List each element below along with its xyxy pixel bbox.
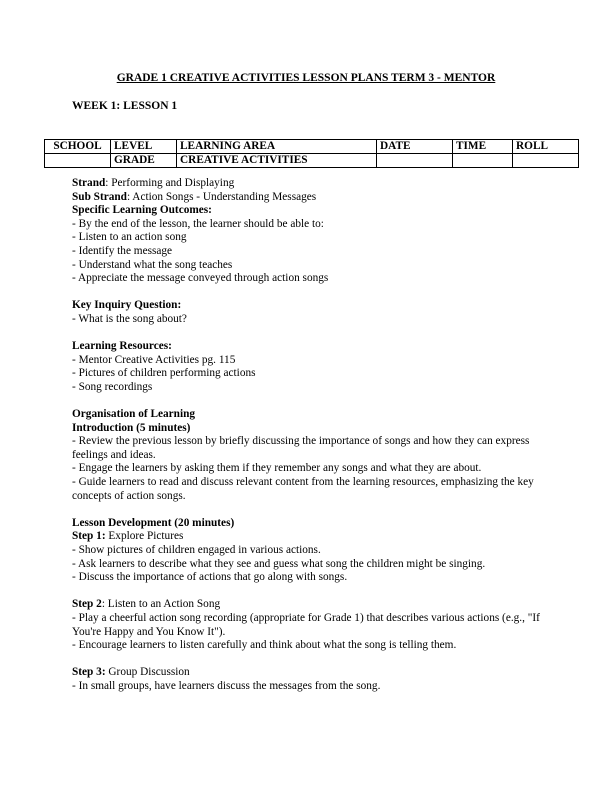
list-item: - Listen to an action song — [72, 231, 187, 244]
document-title: GRADE 1 CREATIVE ACTIVITIES LESSON PLANS TERM 3 - MENTOR — [116, 72, 496, 84]
lesson-content — [72, 177, 542, 694]
step-3-label: Step 3: — [72, 666, 106, 679]
list-item: - In small groups, have learners discuss the messages from the song. — [72, 679, 381, 692]
list-item: - Understand what the song teaches — [72, 258, 233, 271]
lesson-info-table — [44, 139, 579, 168]
sub-strand-value: : Action Songs - Understanding Messages — [126, 190, 317, 203]
list-item: - By the end of the lesson, the learner should be able to: — [72, 217, 324, 230]
step-2-title: : Listen to an Action Song — [101, 598, 221, 611]
list-item: - What is the song about? — [72, 312, 187, 325]
step-1-label: Step 1: — [72, 530, 106, 543]
step-1-title: Explore Pictures — [105, 530, 184, 543]
header-school: SCHOOL — [45, 140, 111, 154]
step-1-line — [72, 530, 542, 544]
header-level: LEVEL — [111, 140, 177, 154]
list-item: - Discuss the importance of actions that go along with songs. — [72, 571, 348, 584]
cell-roll — [513, 154, 579, 168]
strand-label: Strand — [72, 177, 106, 189]
list-item: - Ask learners to describe what they see and guess what song the children might be singing. — [72, 557, 486, 570]
cell-level: GRADE — [111, 154, 177, 168]
cell-school — [45, 154, 111, 168]
cell-time — [453, 154, 513, 168]
list-item: - Play a cheerful action song recording (appropriate for Grade 1) that describes various actions (e.g., "If You're Happy and You Know It"). — [72, 612, 540, 638]
cell-learning-area: CREATIVE ACTIVITIES — [177, 154, 377, 168]
list-item: - Mentor Creative Activities pg. 115 — [72, 353, 236, 366]
list-item: - Encourage learners to listen carefully and think about what the song is telling them. — [72, 639, 457, 652]
list-item: - Identify the message — [72, 244, 173, 257]
list-item: - Appreciate the message conveyed through action songs — [72, 272, 329, 285]
strand-line — [72, 177, 542, 191]
cell-date — [377, 154, 453, 168]
inquiry-heading: Key Inquiry Question: — [72, 299, 182, 312]
list-item: - Review the previous lesson by briefly discussing the importance of songs and how they can express feelings and ideas. — [72, 435, 530, 461]
header-time: TIME — [453, 140, 513, 154]
strand-value: : Performing and Displaying — [105, 177, 235, 189]
introduction-heading: Introduction (5 minutes) — [72, 421, 191, 434]
list-item: - Guide learners to read and discuss relevant content from the learning resources, emphasizing the key concepts of action songs. — [72, 476, 534, 502]
sub-strand-label: Sub Strand — [72, 190, 127, 203]
header-learning-area: LEARNING AREA — [177, 140, 377, 154]
header-roll: ROLL — [513, 140, 579, 154]
table-row — [45, 154, 579, 168]
list-item: - Show pictures of children engaged in various actions. — [72, 544, 321, 557]
week-lesson-heading: WEEK 1: LESSON 1 — [72, 100, 178, 112]
development-heading: Lesson Development (20 minutes) — [72, 516, 235, 529]
resources-heading: Learning Resources: — [72, 340, 172, 353]
list-item: - Song recordings — [72, 380, 153, 393]
header-date: DATE — [377, 140, 453, 154]
sub-strand-line — [72, 191, 542, 205]
organisation-heading: Organisation of Learning — [72, 408, 196, 421]
step-3-title: Group Discussion — [105, 666, 190, 679]
outcomes-heading: Specific Learning Outcomes: — [72, 204, 212, 217]
step-2-line — [72, 598, 542, 612]
step-3-line — [72, 666, 542, 680]
table-header-row — [45, 140, 579, 154]
list-item: - Pictures of children performing actions — [72, 367, 256, 380]
step-2-label: Step 2 — [72, 598, 102, 611]
list-item: - Engage the learners by asking them if they remember any songs and what they are about. — [72, 462, 482, 475]
